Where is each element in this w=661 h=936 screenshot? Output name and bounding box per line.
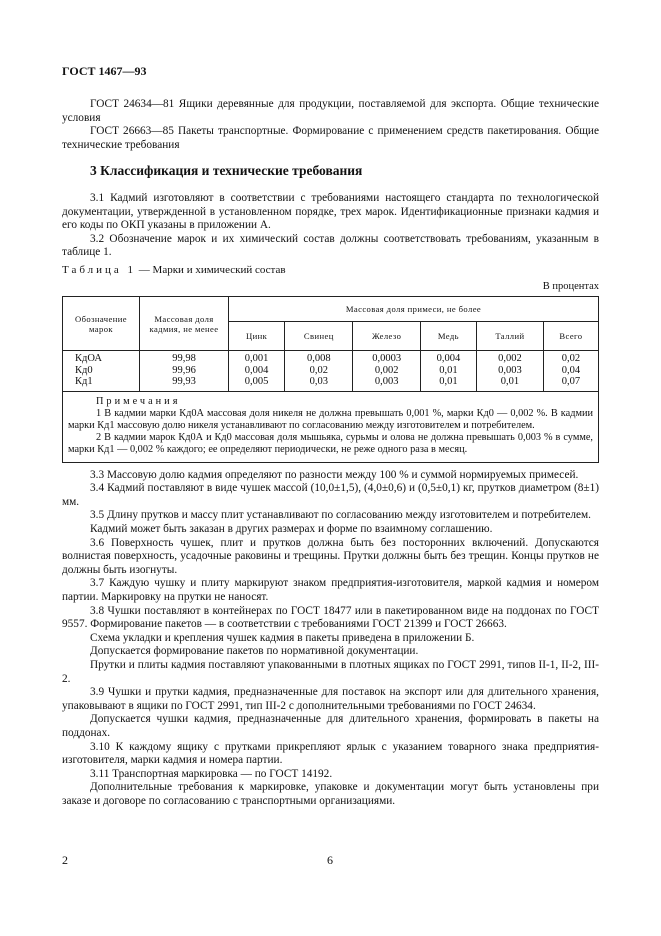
- cell-total: 0,07: [543, 376, 598, 391]
- cell-copper: 0,01: [420, 365, 476, 377]
- page-number-left: 2: [62, 853, 68, 867]
- paragraph-3-3: 3.3 Массовую долю кадмия определяют по разности между 100 % и суммой нормируемых примесей.: [90, 468, 579, 481]
- cell-lead: 0,008: [285, 351, 353, 365]
- page-number-center: 6: [327, 853, 333, 867]
- paragraph: Допускается формирование пакетов по нормативной документации.: [90, 645, 419, 658]
- table-caption-prefix: Таблица 1: [62, 263, 137, 276]
- table-notes: [63, 391, 599, 462]
- col-header-total: Всего: [543, 322, 598, 351]
- table-notes-row: [63, 391, 599, 462]
- paragraph: Кадмий может быть заказан в других размерах и форме по взаимному соглашению.: [90, 523, 493, 536]
- col-header-thallium: Таллий: [476, 322, 543, 351]
- cell-lead: 0,02: [285, 365, 353, 377]
- cell-lead: 0,03: [285, 376, 353, 391]
- table-caption: [62, 264, 599, 278]
- note-1: 1 В кадмии марки Кд0А массовая доля никеля не должна превышать 0,001 %, марки Кд0 — 0,002 %. В кадмии марки Кд1 массовую долю никеля устанавливают по согласованию между изготовителем и потребителем.: [68, 407, 593, 432]
- col-header-lead: Свинец: [285, 322, 353, 351]
- paragraph: Дополнительные требования к маркировке, упаковке и документации могут быть установлены при заказе и договоре по согласованию с транспортными организациями.: [62, 781, 599, 807]
- document-body: [62, 98, 599, 808]
- table-row: [63, 365, 599, 377]
- cell-iron: 0,0003: [353, 351, 420, 365]
- notes-title: Примечания: [96, 395, 181, 407]
- cell-iron: 0,003: [353, 376, 420, 391]
- col-header-iron: Железо: [353, 322, 420, 351]
- col-header-cadmium: Массовая доля кадмия, не менее: [140, 297, 229, 351]
- col-header-impurities: Массовая доля примеси, не более: [229, 297, 599, 322]
- table-row: [63, 376, 599, 391]
- cell-mark: КдОА: [63, 351, 140, 365]
- section-title: 3 Классификация и технические требования: [90, 163, 363, 179]
- table-unit: В процентах: [542, 280, 599, 292]
- paragraph-3-10: 3.10 К каждому ящику с прутками прикрепляют ярлык с указанием товарного знака предприятия-изготовителя, марки кадмия и номера партии.: [62, 740, 599, 767]
- cell-cadmium: 99,98: [140, 351, 229, 365]
- cell-mark: Кд0: [63, 365, 140, 377]
- paragraph-3-1: 3.1 Кадмий изготовляют в соответствии с требованиями настоящего стандарта по технологической документации, утвержденной в установленном порядке, трех марок. Идентификационные признаки кадмия и его коды по ОКП указаны в приложении А.: [62, 191, 599, 232]
- cell-cadmium: 99,93: [140, 376, 229, 391]
- paragraph: Допускается чушки кадмия, предназначенные для длительного хранения, формировать в пакеты на поддонах.: [62, 713, 599, 739]
- cell-zinc: 0,005: [229, 376, 285, 391]
- paragraph: Схема укладки и крепления чушек кадмия в пакеты приведена в приложении Б.: [90, 631, 475, 644]
- paragraph-3-6: 3.6 Поверхность чушек, плит и прутков должна быть без посторонних включений. Допускаются волнистая поверхность, усадочные раковины и трещины. Прутки должны быть без трещин. Концы прутков не должны быть изогнуты.: [62, 536, 599, 576]
- cell-zinc: 0,001: [229, 351, 285, 365]
- paragraph-3-9: 3.9 Чушки и прутки кадмия, предназначенные для поставок на экспорт или для длительного хранения, упаковывают в ящики по ГОСТ 2991, тип III-2 с дополнительными требованиями по ГОСТ 24634.: [62, 686, 599, 712]
- paragraph: Прутки и плиты кадмия поставляют упакованными в плотных ящиках по ГОСТ 2991, типов II-1, II-2, III-2.: [62, 658, 599, 685]
- cell-thallium: 0,01: [476, 376, 543, 391]
- cell-total: 0,02: [543, 351, 598, 365]
- cell-copper: 0,004: [420, 351, 476, 365]
- table-caption-text: — Марки и химический состав: [136, 263, 286, 276]
- note-2: 2 В кадмии марок Кд0А и Кд0 массовая доля мышьяка, сурьмы и олова не должна превышать 0,003 % в сумме, марки Кд1 — 0,002 % каждого; ее определяют периодически, не реже одного раза в месяц.: [68, 432, 593, 456]
- cell-total: 0,04: [543, 365, 598, 377]
- paragraph-3-8: 3.8 Чушки поставляют в контейнерах по ГОСТ 18477 или в пакетированном виде на поддонах по ГОСТ 9557. Формирование пакетов — в соответствии с требованиями ГОСТ 21399 и ГОСТ 26663.: [62, 604, 599, 631]
- ref-paragraph: ГОСТ 24634—81 Ящики деревянные для продукции, поставляемой для экспорта. Общие технические условия: [62, 98, 599, 124]
- paragraph-3-7: 3.7 Каждую чушку и плиту маркируют знаком предприятия-изготовителя, маркой кадмия и номером партии. Маркировку на прутки не наносят.: [62, 577, 599, 603]
- cell-thallium: 0,002: [476, 351, 543, 365]
- doc-header: ГОСТ 1467—93: [62, 64, 147, 78]
- col-header-copper: Медь: [420, 322, 476, 351]
- cell-thallium: 0,003: [476, 365, 543, 377]
- cell-copper: 0,01: [420, 376, 476, 391]
- cell-zinc: 0,004: [229, 365, 285, 377]
- composition-table: [62, 296, 599, 463]
- paragraph-3-5: 3.5 Длину прутков и массу плит устанавливают по согласованию между изготовителем и потребителем.: [90, 509, 592, 522]
- cell-cadmium: 99,96: [140, 365, 229, 377]
- col-header-mark: Обозначение марок: [63, 297, 140, 351]
- ref-paragraph: ГОСТ 26663—85 Пакеты транспортные. Формирование с применением средств пакетирования. Общие технические требования: [62, 125, 599, 151]
- table-row: [63, 351, 599, 365]
- col-header-zinc: Цинк: [229, 322, 285, 351]
- paragraph-3-4: 3.4 Кадмий поставляют в виде чушек массой (10,0±1,5), (4,0±0,6) и (0,5±0,1) кг, прутков диаметром (8±1) мм.: [62, 482, 599, 508]
- paragraph-3-11: 3.11 Транспортная маркировка — по ГОСТ 14192.: [90, 767, 333, 780]
- paragraph-3-2: 3.2 Обозначение марок и их химический состав должны соответствовать требованиям, указанным в таблице 1.: [62, 232, 599, 259]
- cell-iron: 0,002: [353, 365, 420, 377]
- cell-mark: Кд1: [63, 376, 140, 391]
